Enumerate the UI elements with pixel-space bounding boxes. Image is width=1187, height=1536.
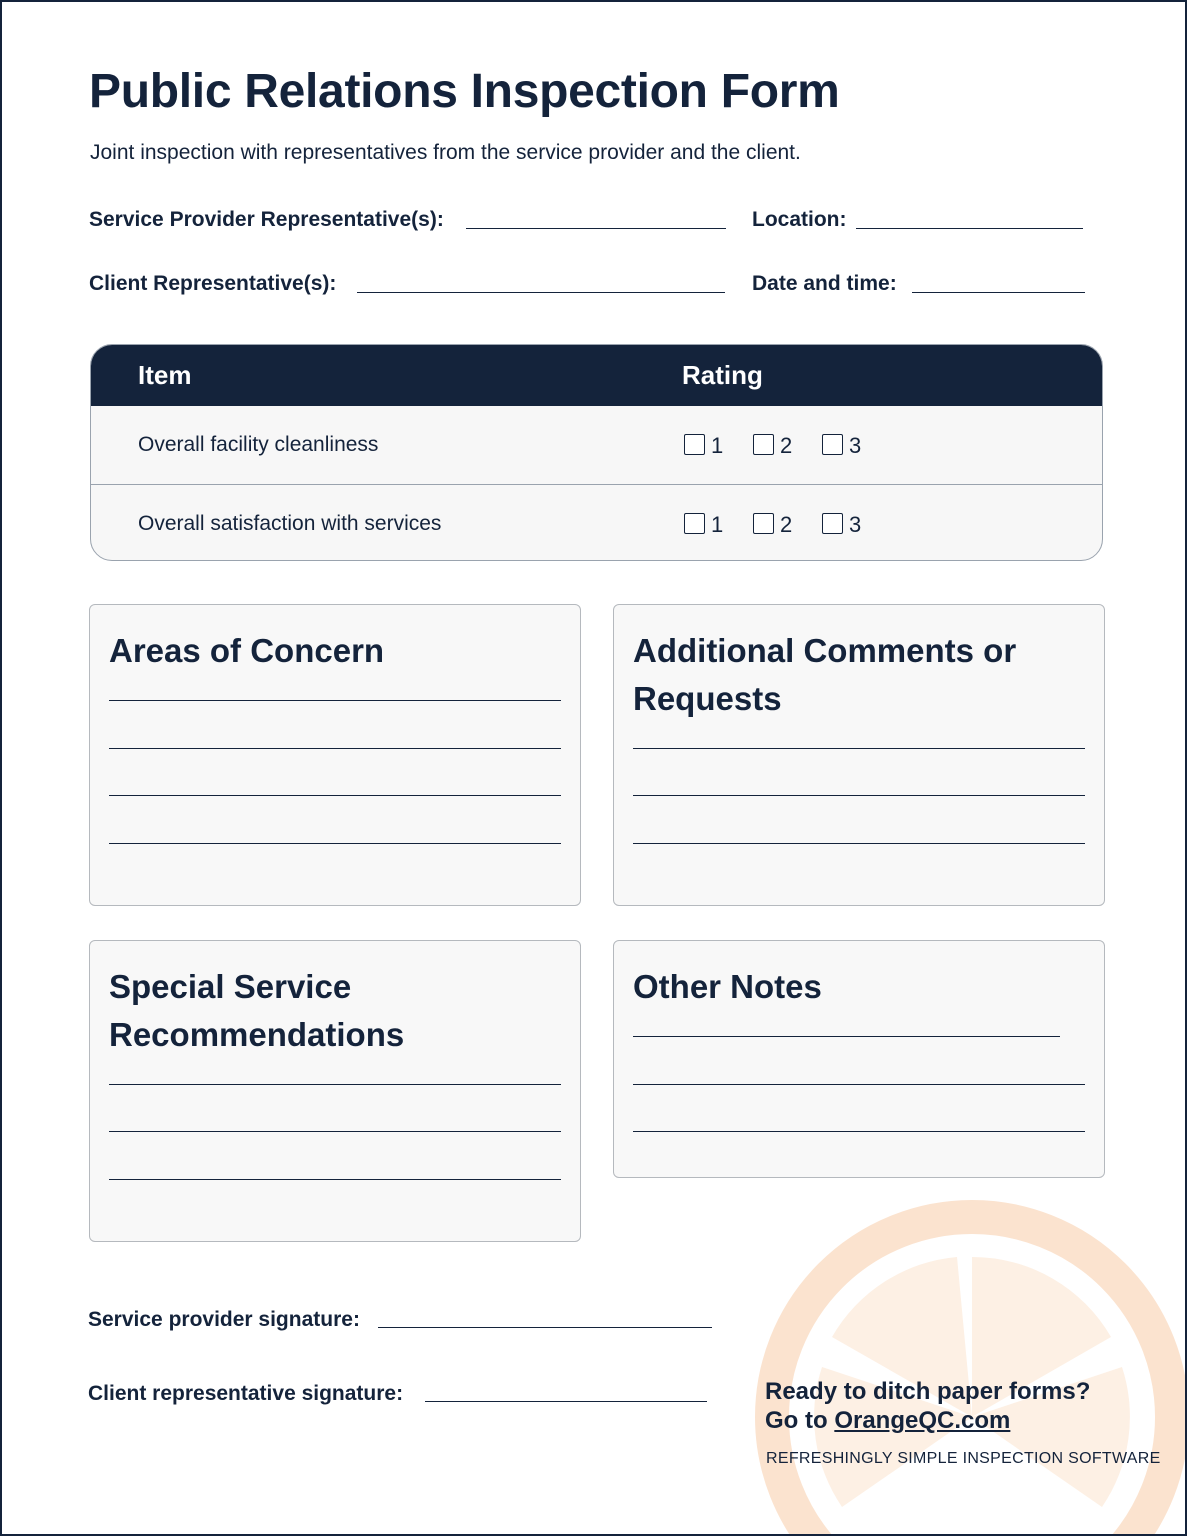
- client-signature-label: Client representative signature:: [88, 1382, 404, 1405]
- section-title: Other Notes: [633, 968, 822, 1005]
- write-line[interactable]: [633, 1036, 1060, 1037]
- rating-option-2[interactable]: 2: [753, 433, 792, 459]
- write-line[interactable]: [109, 1179, 561, 1180]
- checkbox-icon[interactable]: [684, 513, 705, 534]
- write-line[interactable]: [633, 748, 1085, 749]
- checkbox-icon[interactable]: [822, 513, 843, 534]
- table-header: [91, 345, 1102, 406]
- write-line[interactable]: [109, 843, 561, 844]
- location-label: Location:: [752, 208, 847, 231]
- rating-option-1[interactable]: 1: [684, 512, 723, 538]
- date-time-field[interactable]: [912, 292, 1085, 293]
- page-title: Public Relations Inspection Form: [89, 65, 840, 118]
- write-line[interactable]: [633, 1131, 1085, 1132]
- service-provider-signature-field[interactable]: [378, 1327, 712, 1328]
- write-line[interactable]: [109, 1131, 561, 1132]
- special-service-box: [89, 940, 581, 1242]
- date-time-label: Date and time:: [752, 272, 897, 295]
- other-notes-box: [613, 940, 1105, 1178]
- section-title: Additional Comments or Requests: [633, 632, 1017, 717]
- client-rep-field[interactable]: [357, 292, 725, 293]
- table-row: [91, 484, 1102, 561]
- rating-option-3[interactable]: 3: [822, 512, 861, 538]
- rating-option-2[interactable]: 2: [753, 512, 792, 538]
- rating-option-1[interactable]: 1: [684, 433, 723, 459]
- checkbox-icon[interactable]: [753, 434, 774, 455]
- table-row: [91, 406, 1102, 484]
- write-line[interactable]: [633, 795, 1085, 796]
- write-line[interactable]: [633, 843, 1085, 844]
- header-rating: Rating: [682, 360, 763, 390]
- section-title: Areas of Concern: [109, 632, 385, 669]
- write-line[interactable]: [109, 748, 561, 749]
- section-title: Special Service Recommendations: [109, 968, 405, 1053]
- write-line[interactable]: [633, 1084, 1085, 1085]
- location-field[interactable]: [856, 228, 1083, 229]
- rating-table: [90, 344, 1103, 561]
- write-line[interactable]: [109, 1084, 561, 1085]
- checkbox-icon[interactable]: [684, 434, 705, 455]
- rating-option-3[interactable]: 3: [822, 433, 861, 459]
- service-provider-rep-field[interactable]: [466, 228, 726, 229]
- page-subtitle: Joint inspection with representatives from the service provider and the client.: [90, 141, 801, 164]
- areas-of-concern-box: [89, 604, 581, 906]
- promo-cta: Go to OrangeQC.com: [765, 1407, 1011, 1434]
- row-label: Overall facility cleanliness: [138, 433, 379, 456]
- orangeqc-link[interactable]: OrangeQC.com: [834, 1407, 1011, 1434]
- checkbox-icon[interactable]: [753, 513, 774, 534]
- orange-slice-watermark-icon: [742, 1187, 1187, 1536]
- write-line[interactable]: [109, 700, 561, 701]
- client-signature-field[interactable]: [425, 1401, 707, 1402]
- service-provider-signature-label: Service provider signature:: [88, 1308, 360, 1331]
- service-provider-rep-label: Service Provider Representative(s):: [89, 208, 444, 231]
- promo-headline: Ready to ditch paper forms?: [765, 1378, 1091, 1405]
- checkbox-icon[interactable]: [822, 434, 843, 455]
- client-rep-label: Client Representative(s):: [89, 272, 337, 295]
- write-line[interactable]: [109, 795, 561, 796]
- promo-tagline: REFRESHINGLY SIMPLE INSPECTION SOFTWARE: [766, 1450, 1161, 1467]
- additional-comments-box: [613, 604, 1105, 906]
- header-item: Item: [138, 360, 192, 390]
- row-label: Overall satisfaction with services: [138, 512, 442, 535]
